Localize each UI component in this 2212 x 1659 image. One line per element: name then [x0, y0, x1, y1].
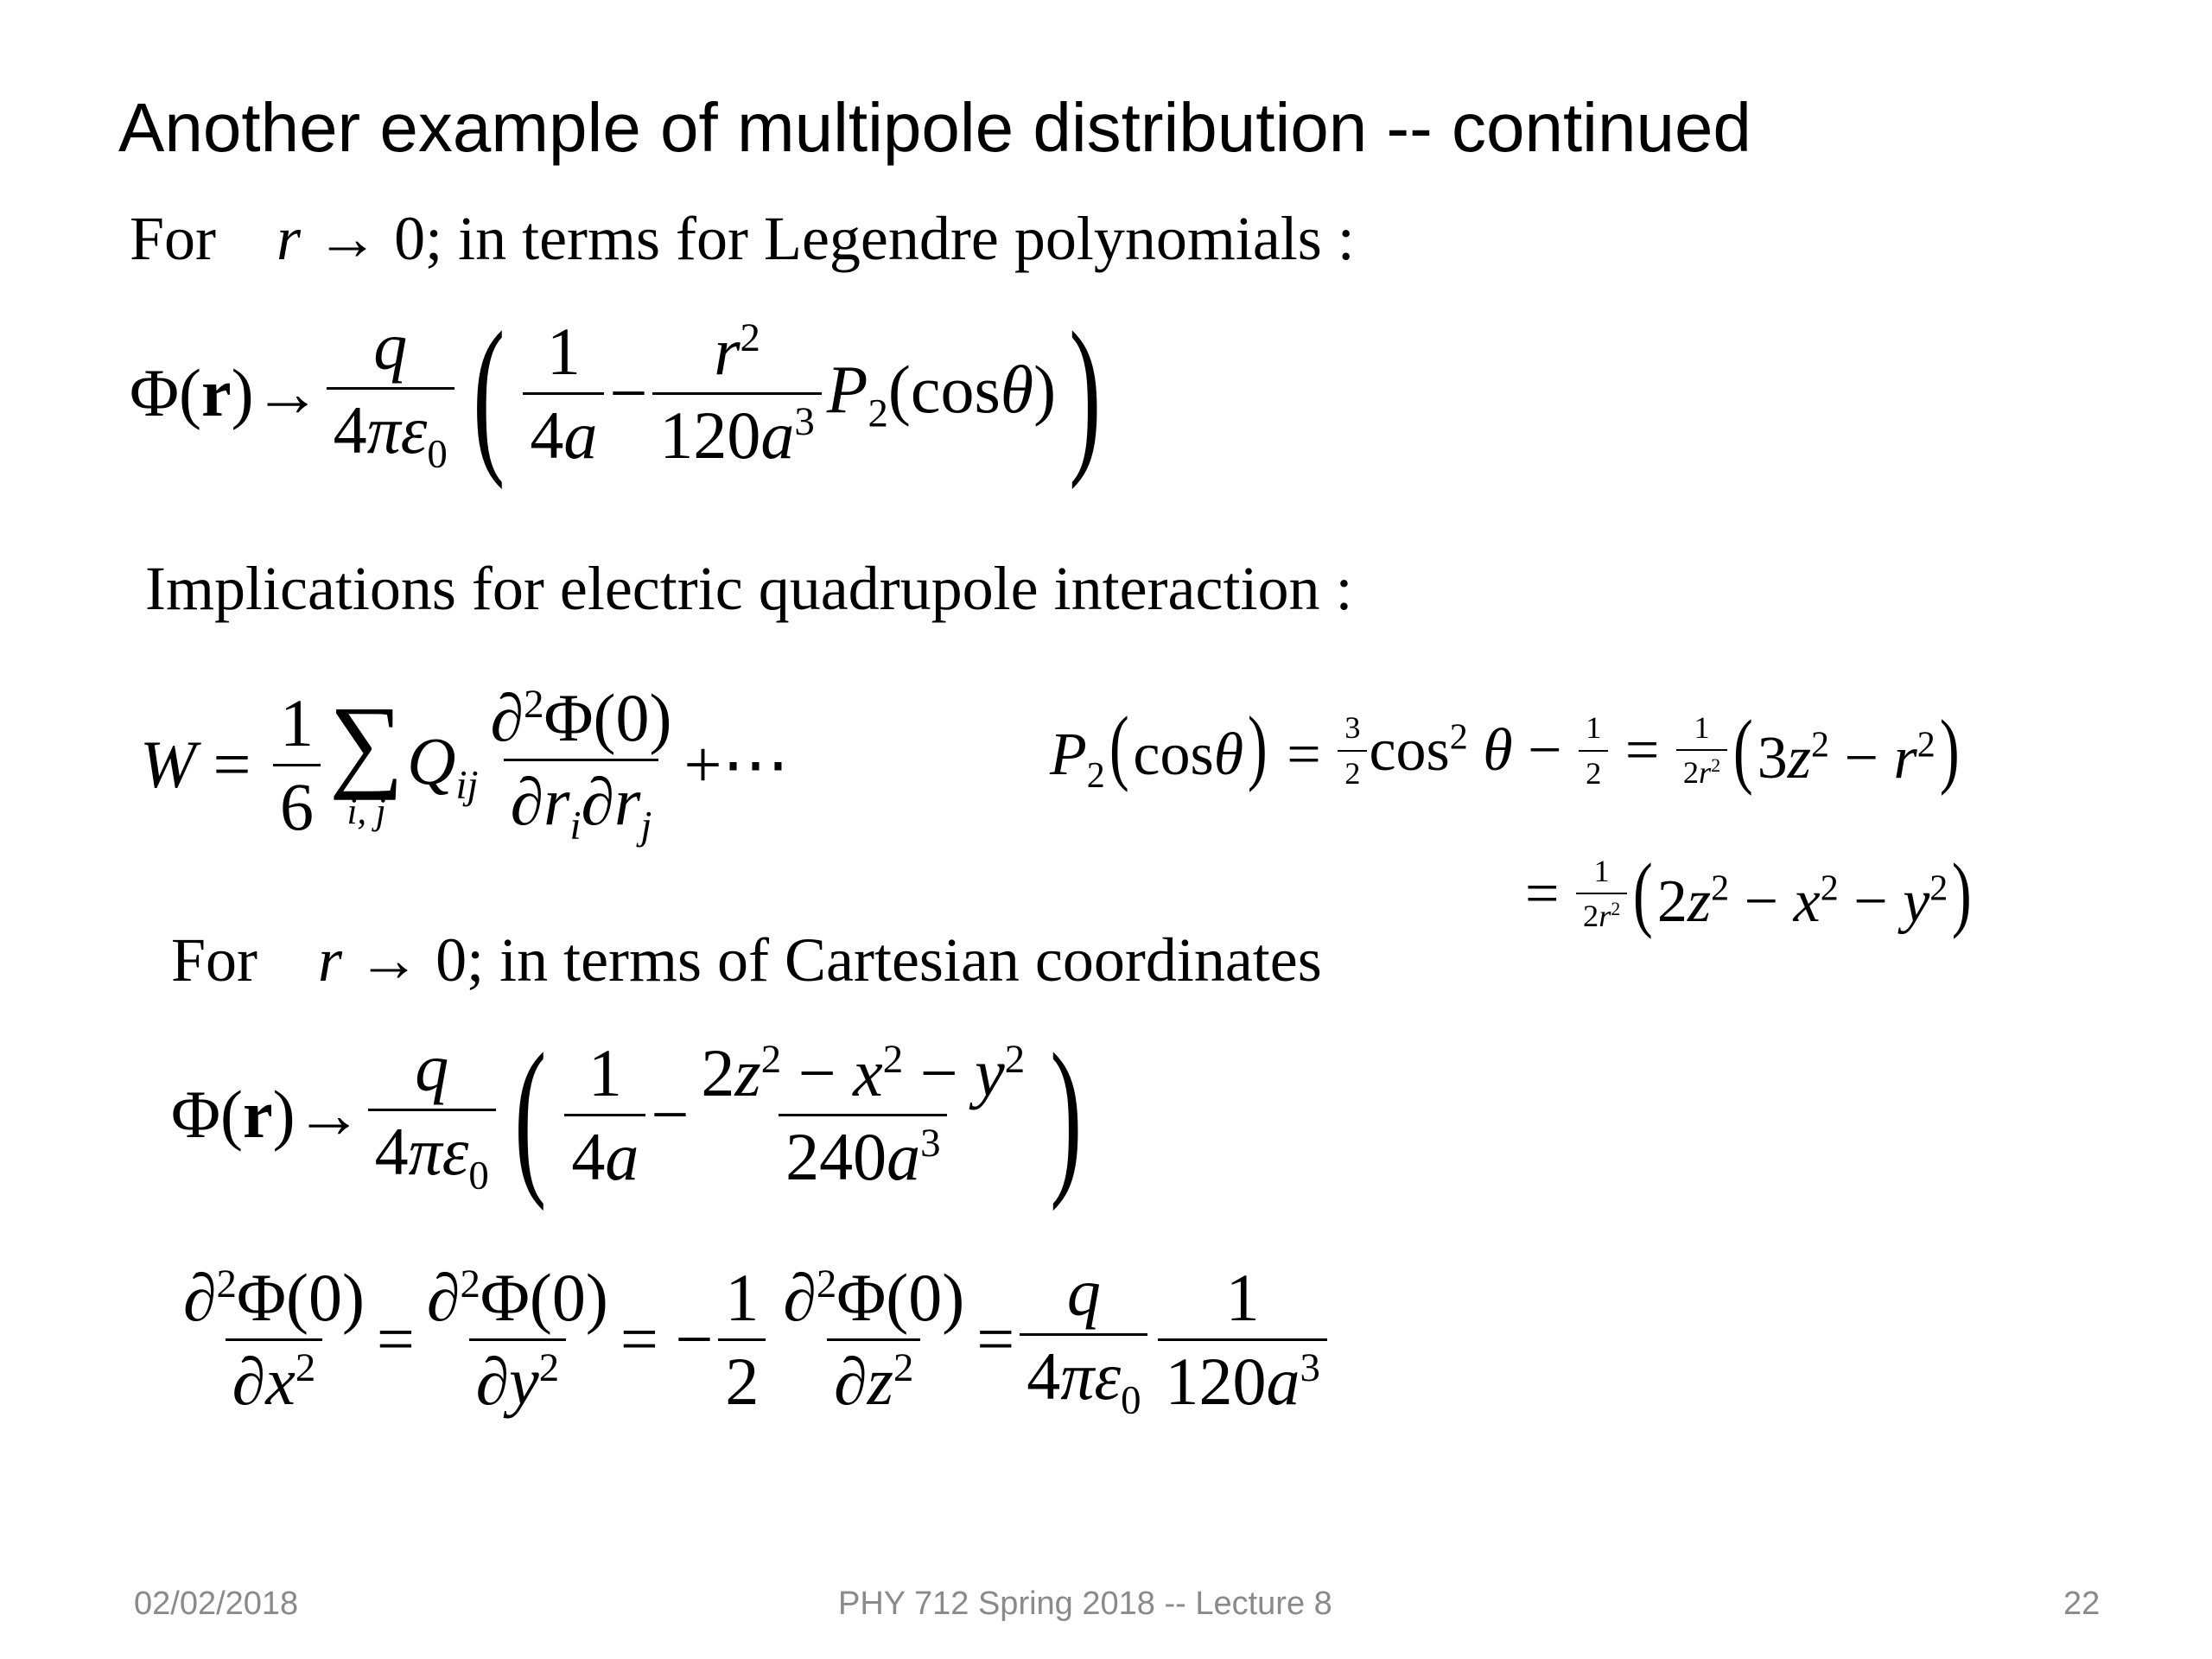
cartesian-intro-text: ; in terms of Cartesian coordinates [467, 925, 1322, 995]
for-label-2: For [171, 925, 258, 995]
footer-page-number: 22 [2063, 1586, 2101, 1622]
slide-title: Another example of multipole distribution -- continued [118, 89, 1751, 166]
second-derivatives-equation: $\frac{\partial^2\Phi(0)}{\partial x^2}$ = $\frac{\partial^2\Phi(0)}{\partial y^2}$ = − $\frac{1}{2}$ $\frac{\partial^2\Phi(0)}{\partial z^2}$ = $\frac{q}{4\pi\varepsilon_0}$ $\frac{1}{120a^3}$ [171, 1257, 1332, 1422]
phi-cartesian-equation: Φ(r)→ $\frac{q}{4\pi\varepsilon_0}$ ( $\frac{1}{4a}$ − $\frac{2z^2 - x^2 - y^2}{240a^3}$ ) [171, 1017, 1083, 1212]
footer-date: 02/02/2018 [134, 1586, 299, 1622]
legendre-intro-text: ; in terms for Legendre polynomials : [425, 204, 1355, 273]
phi-legendre-equation: Φ(r)→ $\frac{q}{4\pi\varepsilon_0}$ ( $\frac{1}{4a}$ − $\frac{r^2}{120a^3}$ $P_2(\cos\theta)$ ) [130, 296, 1102, 491]
p2-identity-equation: $P_2(\cos\theta)$ = $\frac{3}{2}$ $\cos^2 \theta$ − $\frac{1}{2}$ = $\frac{1}{2r^2}$ $(3z^2 - r^2)$ [1050, 700, 1960, 797]
footer-course: PHY 712 Spring 2018 -- Lecture 8 [838, 1586, 1332, 1622]
legendre-intro-line: For r → 0; in terms for Legendre polynomials : [130, 204, 1355, 273]
p2-cartesian-equation: = $\frac{1}{2r^2}$ $(2z^2 - x^2 - y^2)$ [1525, 847, 1973, 940]
implications-heading: Implications for electric quadrupole interaction : [145, 554, 1353, 623]
for-label: For [130, 204, 217, 273]
quadrupole-energy-equation: W = $\frac{1}{6}$ ∑ i, j $Q_{ij}$ $\frac{\partial^2\Phi(0)}{\partial r_i\partial r_j}$ +⋯ [140, 680, 790, 849]
cartesian-intro-line: For r → 0; in terms of Cartesian coordinates [171, 925, 1322, 995]
